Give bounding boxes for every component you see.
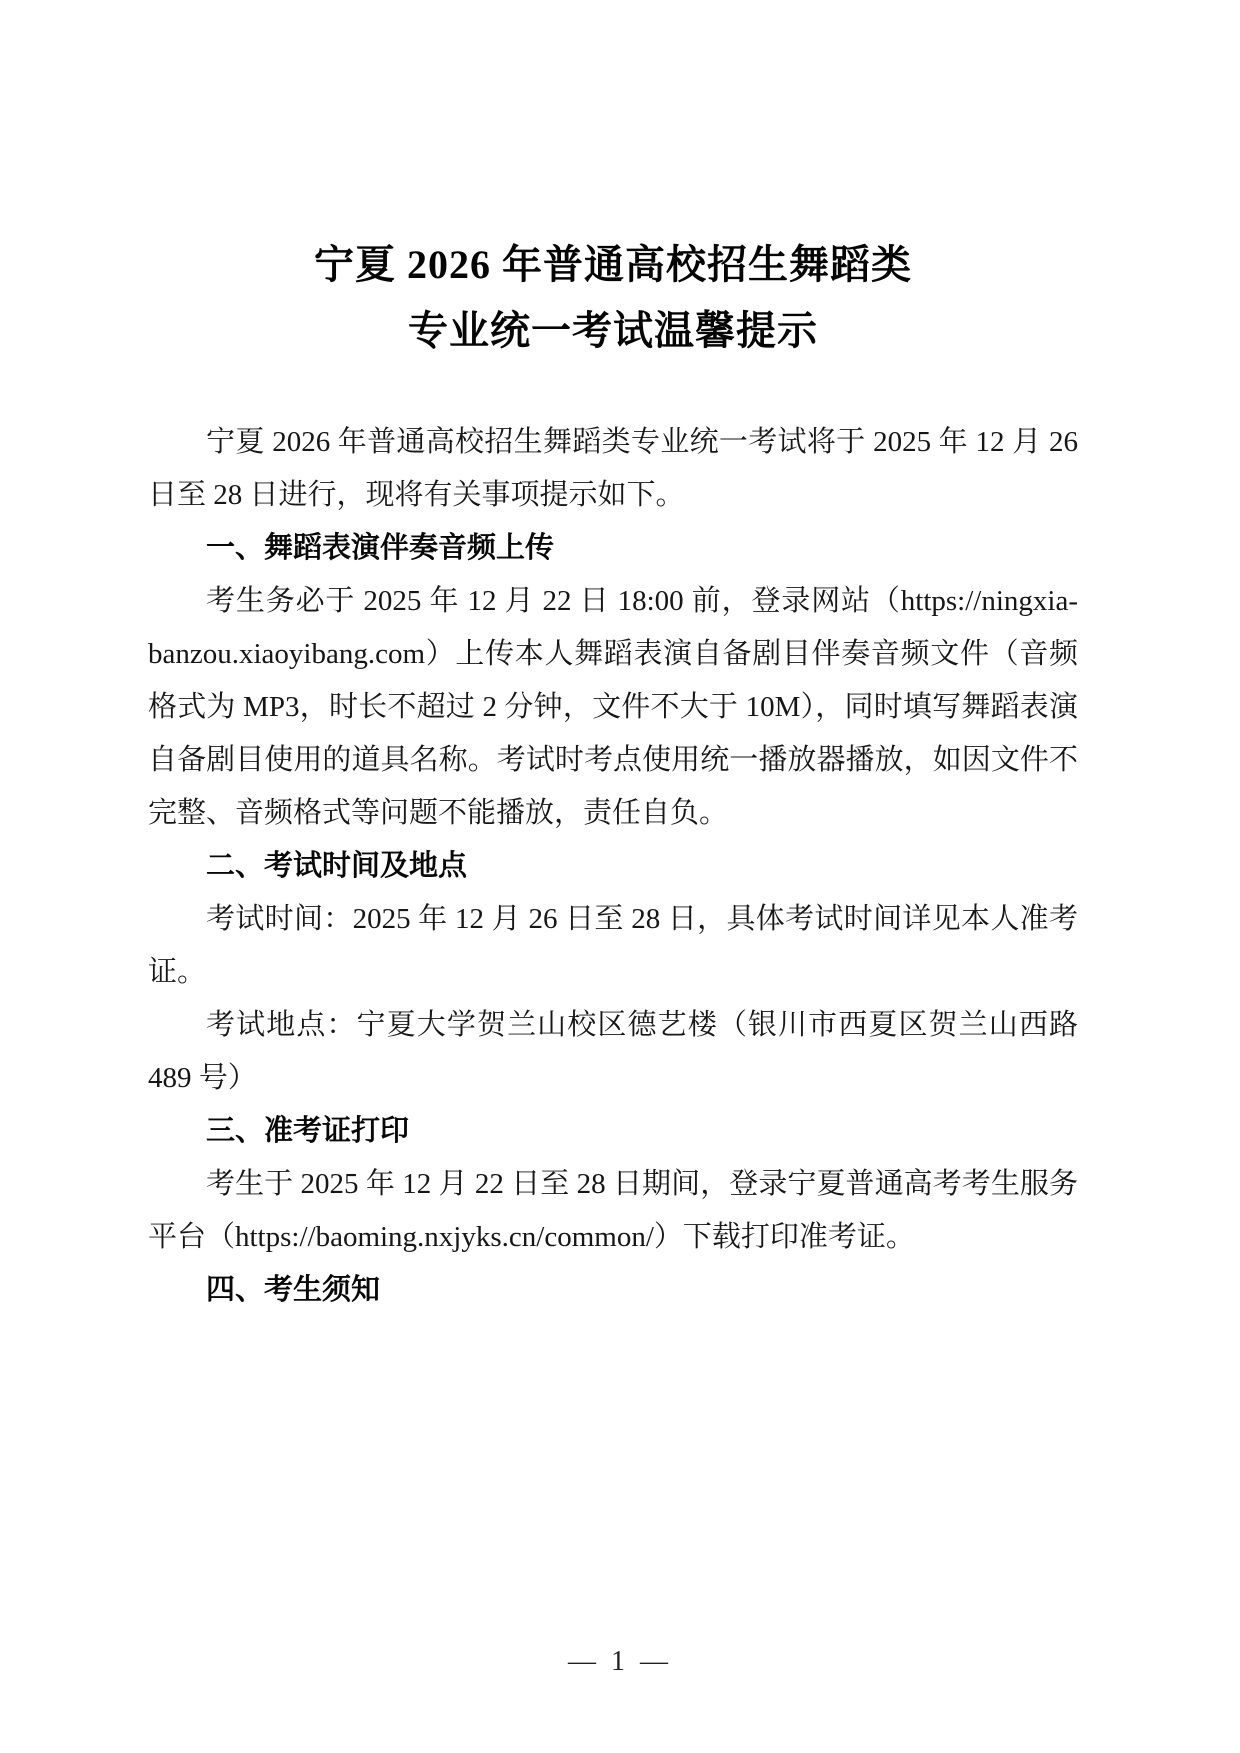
doc-title-line-1: 宁夏 2026 年普通高校招生舞蹈类 bbox=[314, 242, 912, 287]
page-number: — 1 — bbox=[568, 1646, 672, 1677]
section-heading-4: 四、考生须知 bbox=[206, 1274, 381, 1306]
doc-title-line-2: 专业统一考试温馨提示 bbox=[408, 308, 818, 353]
section-heading-2: 二、考试时间及地点 bbox=[206, 850, 468, 882]
section-heading-1: 一、舞蹈表演伴奏音频上传 bbox=[206, 532, 555, 564]
document-body bbox=[148, 232, 1078, 1317]
exam-location-paragraph: 考试地点：宁夏大学贺兰山校区德艺楼（银川市西夏区贺兰山西路 489 号） bbox=[148, 1009, 1078, 1094]
doc-title bbox=[148, 232, 1078, 364]
section-heading-3: 三、准考证打印 bbox=[206, 1115, 410, 1147]
exam-time-paragraph: 考试时间：2025 年 12 月 26 日至 28 日，具体考试时间详见本人准考证。 bbox=[148, 903, 1078, 988]
section-3-paragraph: 考生于 2025 年 12 月 22 日至 28 日期间，登录宁夏普通高考考生服务平台（https://baoming.nxjyks.cn/common/）下载打印准考证。 bbox=[148, 1168, 1078, 1253]
intro-paragraph: 宁夏 2026 年普通高校招生舞蹈类专业统一考试将于 2025 年 12 月 26 日至 28 日进行，现将有关事项提示如下。 bbox=[148, 426, 1078, 511]
section-1-paragraph: 考生务必于 2025 年 12 月 22 日 18:00 前，登录网站（https://ningxia-banzou.xiaoyibang.com）上传本人舞蹈表演自备剧目伴奏音频文件（音频格式为 MP3，时长不超过 2 分钟，文件不大于 10M），同时填写舞蹈表演自备剧目使用的道具名称。考试时考点使用统一播放器播放，如因文件不完整、音频格式等问题不能播放，责任自负。 bbox=[148, 585, 1078, 829]
